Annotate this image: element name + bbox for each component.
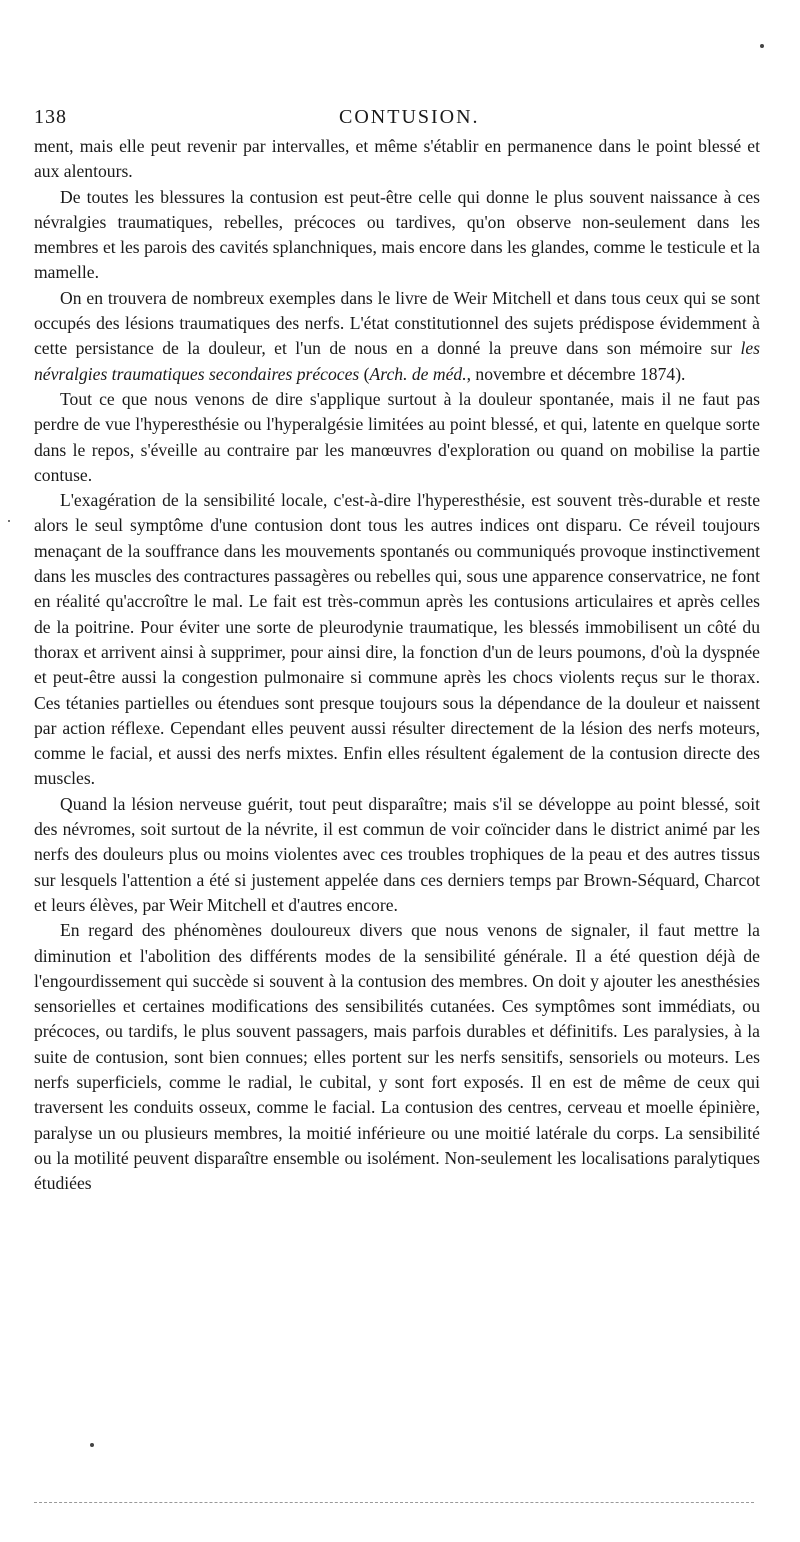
paragraph-text: ( xyxy=(359,363,370,384)
running-head xyxy=(34,104,760,134)
paragraph xyxy=(34,286,760,387)
body-text xyxy=(34,134,760,1196)
page-bottom-rule xyxy=(34,1502,754,1503)
print-speck xyxy=(8,520,10,522)
paragraph: L'exagération de la sensibilité locale, c'est-à-dire l'hyperesthésie, est souvent très-durable et reste alors le seul symptôme d'une contusion dont tous les autres indices ont disparu. Ce réveil toujours menaçant de la souffrance dans les mouvements spontanés ou communiqués provoque instinctivement dans les muscles des contractures passagères ou rebelles qui, sous une apparence conservatrice, ne font en réalité qu'accroître le mal. Le fait est très-commun après les contusions articulaires et après celles de la poitrine. Pour éviter une sorte de pleurodynie traumatique, les blessés immobilisent un côté du thorax et arrivent ainsi à supprimer, pour ainsi dire, la fonction d'un de leurs poumons, d'où la dyspnée et peut-être aussi la congestion pulmonaire si commune après les chocs violents reçus sur le thorax. Ces tétanies partielles ou étendues sont presque toujours sous la dépendance de la douleur et naissent par action réflexe. Cependant elles peuvent aussi résulter directement de la lésion des nerfs moteurs, comme le facial, et aussi des nerfs mixtes. Enfin elles résultent également de la contusion directe des muscles. xyxy=(34,490,760,789)
book-page xyxy=(34,104,760,1196)
paragraph-text: On en trouvera de nombreux exemples dans le livre de Weir Mitchell et dans tous ceux qui se sont occupés des lésions traumatiques des nerfs. L'état constitutionnel des sujets prédispose évidemment à cette persistance de la douleur, et l'un de nous en a donné la preuve dans son mémoire sur xyxy=(34,287,760,359)
print-speck xyxy=(90,1443,94,1447)
paragraph: Quand la lésion nerveuse guérit, tout peut disparaître; mais s'il se développe au point blessé, soit des névromes, soit surtout de la névrite, il est commun de voir coïncider dans le district animé par les nerfs des douleurs plus ou moins violentes avec ces troubles trophiques de la peau et des autres tissus sur lesquels l'attention a été si justement appelée dans ces derniers temps par Brown-Séquard, Charcot et leurs élèves, par Weir Mitchell et d'autres encore. xyxy=(34,793,760,915)
chapter-title: CONTUSION. xyxy=(339,106,480,128)
cited-title: les névralgies traumatiques secondaires précoces xyxy=(34,338,760,384)
paragraph: Tout ce que nous venons de dire s'applique surtout à la douleur spontanée, mais il ne faut pas perdre de vue l'hyperesthésie ou l'hyperalgésie limitées au point blessé, et qui, latente en quelque sorte dans le repos, s'éveille au contraire par les manœuvres d'exploration ou quand on mobilise la partie contuse. xyxy=(34,388,760,485)
paragraph: En regard des phénomènes douloureux divers que nous venons de signaler, il faut mettre la diminution et l'abolition des différents modes de la sensibilité générale. Il a été question déjà de l'engourdissement qui succède si souvent à la contusion des membres. On doit y ajouter les anesthésies sensorielles et certaines modifications des sensibilités cutanées. Ces symptômes sont immédiats, ou précoces, ou tardifs, le plus souvent passagers, mais parfois durables et définitifs. Les paralysies, à la suite de contusion, sont bien connues; elles portent sur les nerfs sensitifs, sensoriels ou moteurs. Les nerfs superficiels, comme le radial, le cubital, y sont fort exposés. Il en est de même de ceux qui traversent les conduits osseux, comme le facial. La contusion des centres, cerveau et moelle épinière, paralyse un ou plusieurs membres, la moitié inférieure ou une moitié latérale du corps. La sensibilité ou la motilité peuvent disparaître ensemble ou isolément. Non-seulement les localisations paralytiques étudiées xyxy=(34,920,760,1194)
paragraph: ment, mais elle peut revenir par intervalles, et même s'établir en permanence dans le point blessé et aux alentours. xyxy=(34,136,760,182)
paragraph: De toutes les blessures la contusion est peut-être celle qui donne le plus souvent naissance à ces névralgies traumatiques, rebelles, précoces ou tardives, qu'on observe non-seulement dans les membres et les parois des cavités splanchniques, mais encore dans les glandes, comme le testicule et la mamelle. xyxy=(34,186,760,283)
page-number: 138 xyxy=(34,106,67,128)
journal-reference: Arch. de méd. xyxy=(369,363,467,384)
paragraph-text: , novembre et décembre 1874). xyxy=(466,363,686,384)
print-speck xyxy=(760,44,764,48)
